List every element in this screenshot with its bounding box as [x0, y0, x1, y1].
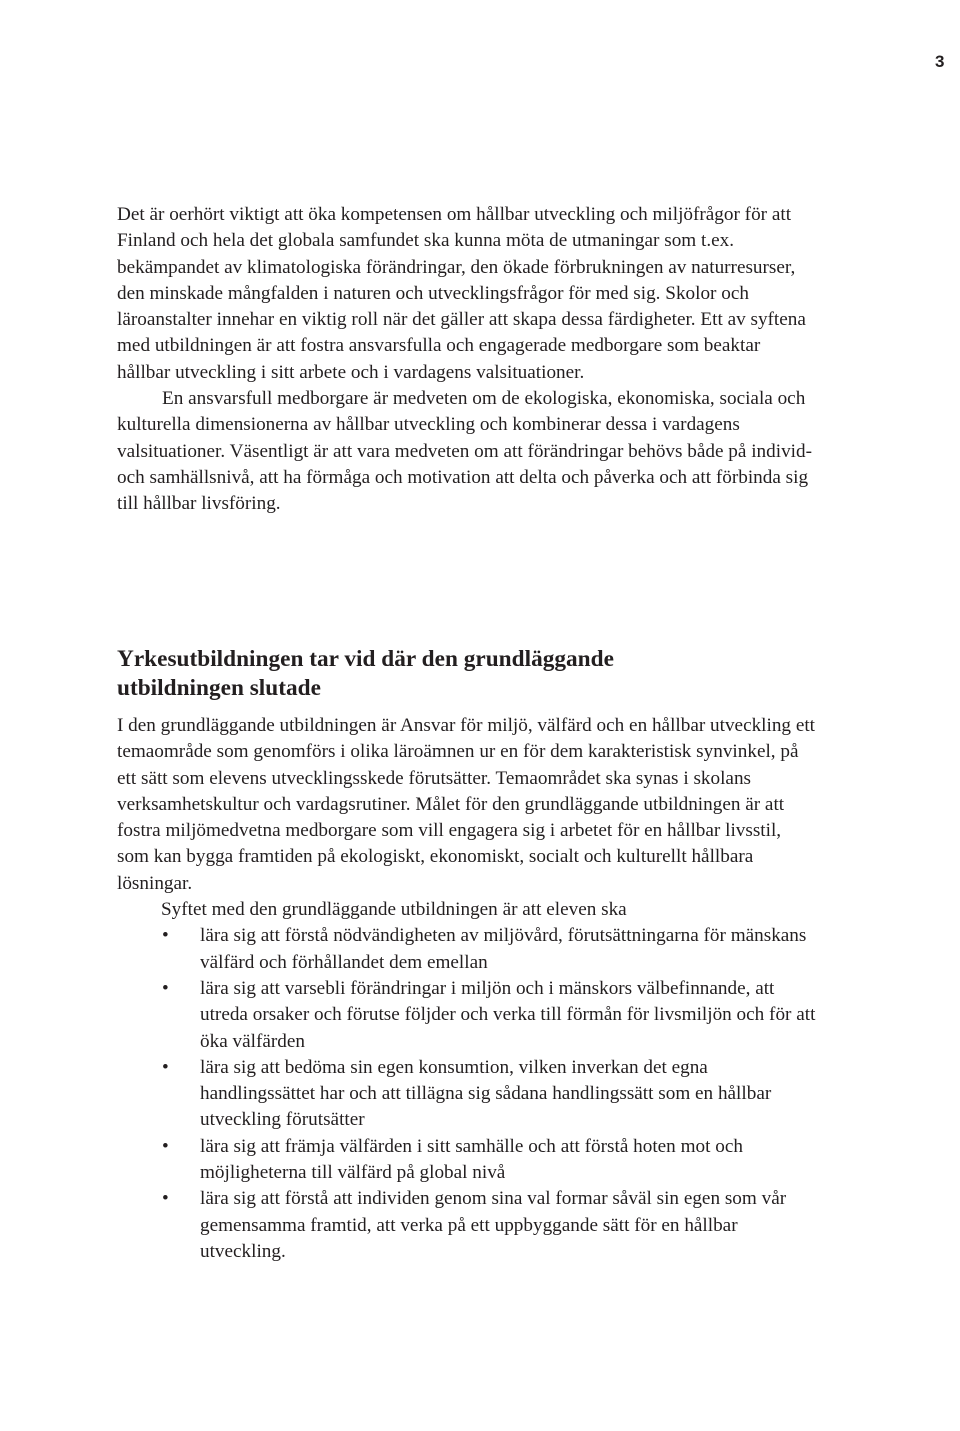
- intro-paragraph-1: Det är oerhört viktigt att öka kompetensen om hållbar utveckling och miljöfrågor för att Finland och hela det globala samfundet ska kunna möta de utmaningar som t.ex. bekämpandet av klimatologiska förändringar, den ökade förbrukningen av naturresurser, den minskade mångfalden i naturen och utvecklingsfrågor för med sig. Skolor och läroanstalter innehar en viktig roll när det gäller att skapa dessa färdigheter. Ett av syftena med utbildningen är att fostra ansvarsfulla och engagerade medborgare som beaktar hållbar utveckling i sitt arbete och i vardagens valsituationer.: [117, 204, 806, 383]
- intro-paragraph-2: En ansvarsfull medborgare är medveten om de ekologiska, ekonomiska, sociala och kulturella dimensionerna av hållbar utveckling och kombinerar dessa i vardagens valsituationer. Väsentligt är att vara medveten om att förändringar behövs både på individ- och samhällsnivå, att ha förmåga och motivation att delta och påverka och att förbinda sig till hållbar livsföring.: [117, 388, 812, 515]
- list-item-text: lära sig att förstå att individen genom sina val formar såväl sin egen som vår gemensamma framtid, att verka på ett uppbyggande sätt för en hållbar utveckling.: [200, 1188, 787, 1262]
- page-number: 3: [935, 52, 945, 71]
- bullet-icon: •: [162, 1056, 169, 1078]
- vocational-section: [117, 645, 817, 1265]
- bullet-icon: •: [162, 1188, 169, 1210]
- list-item: [117, 923, 817, 976]
- list-item-text: lära sig att varsebli förändringar i miljön och i mänskors välbefinnande, att utreda orsaker och förutse följder och verka till förmån för livsmiljön och för att öka välfärden: [200, 977, 816, 1052]
- goals-list: [117, 923, 817, 1265]
- section-body: [117, 713, 817, 1265]
- list-item-text: lära sig att främja välfärden i sitt samhälle och att förstå hoten mot och möjligheterna till välfärd på global nivå: [200, 1135, 743, 1184]
- list-intro: Syftet med den grundläggande utbildningen är att eleven ska: [161, 899, 627, 921]
- bullet-icon: •: [162, 1135, 169, 1157]
- section-heading: [117, 645, 817, 702]
- intro-section: [117, 202, 817, 518]
- section-paragraph-1: I den grundläggande utbildningen är Ansvar för miljö, välfärd och en hållbar utveckling ett temaområde som genomförs i olika läroämnen ur en för dem karakteristisk synvinkel, på ett sätt som elevens utvecklingsskede förutsätter. Temaområdet ska synas i skolans verksamhetskultur och vardagsrutiner. Målet för den grundläggande utbildningen är att fostra miljömedvetna medborgare som vill engagera sig i arbetet för en hållbar livsstil, som kan bygga framtiden på ekologiskt, ekonomiskt, socialt och kulturellt hållbara lösningar.: [117, 715, 816, 894]
- bullet-icon: •: [162, 925, 169, 947]
- bullet-icon: •: [162, 977, 169, 999]
- list-item: [117, 1055, 817, 1134]
- section-heading-line-2: utbildningen slutade: [117, 674, 321, 701]
- list-item: [117, 1186, 817, 1265]
- list-item: [117, 976, 817, 1055]
- list-item: [117, 1134, 817, 1187]
- list-item-text: lära sig att bedöma sin egen konsumtion, vilken inverkan det egna handlingssättet har och att tillägna sig sådana handlingssätt som en hållbar utveckling förutsätter: [200, 1056, 772, 1131]
- section-heading-line-1: Yrkesutbildningen tar vid där den grundläggande: [117, 646, 614, 672]
- list-item-text: lära sig att förstå nödvändigheten av miljövård, förutsättningarna för mänskans välfärd och förhållandet dem emellan: [200, 925, 807, 973]
